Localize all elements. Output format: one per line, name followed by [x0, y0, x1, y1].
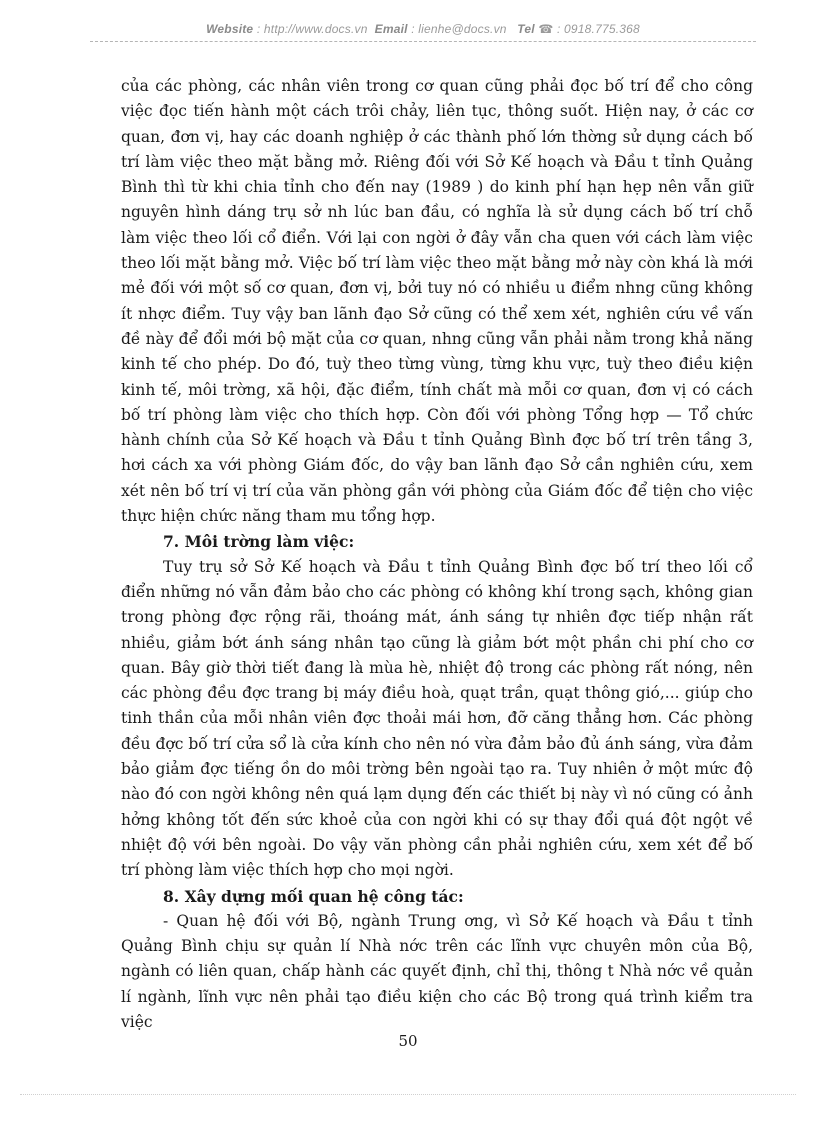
website-value: : http://www.docs.vn: [256, 22, 368, 36]
paragraph-office-layout: của các phòng, các nhân viên trong cơ quan cũng phải đọc bố trí để cho công việc đọc tiến hành một cách trôi chảy, liên tục, thông suốt. Hiện nay, ở các cơ quan, đơn vị, hay các doanh nghiệp ở các thành phố lớn thờng sử dụng cách bố trí làm việc theo mặt bằng mở. Riêng đối với Sở Kế hoạch và Đầu t tỉnh Quảng Bình thì từ khi chia tỉnh cho đến nay (1989 ) do kinh phí hạn hẹp nên vẫn giữ nguyên hình dáng trụ sở nh lúc ban đầu, có nghĩa là sử dụng cách bố trí chỗ làm việc theo lối cổ điển. Với lại con ngời ở đây vẫn cha quen với cách làm việc theo lối mặt bằng mở. Việc bố trí làm việc theo mặt bằng mở này còn khá là mới mẻ đối với một số cơ quan, đơn vị, bởi tuy nó có nhiều u điểm nhng cũng không ít nhợc điểm. Tuy vậy ban lãnh đạo Sở cũng có thể xem xét, nghiên cứu về vấn đề này để đổi mới bộ mặt của cơ quan, nhng cũng vẫn phải nằm trong khả năng kinh tế cho phép. Do đó, tuỳ theo từng vùng, từng khu vực, tuỳ theo điều kiện kinh tế, môi trờng, xã hội, đặc điểm, tính chất mà mỗi cơ quan, đơn vị có cách bố trí phòng làm việc cho thích hợp. Còn đối với phòng Tổng hợp — Tổ chức hành chính của Sở Kế hoạch và Đầu t tỉnh Quảng Bình đợc bố trí trên tầng 3, hơi cách xa với phòng Giám đốc, do vậy ban lãnh đạo Sở cần nghiên cứu, xem xét nên bố trí vị trí của văn phòng gần với phòng của Giám đốc để tiện cho việc thực hiện chức năng tham mu tổng hợp.: [121, 77, 753, 526]
paragraph-working-environment: Tuy trụ sở Sở Kế hoạch và Đầu t tỉnh Quảng Bình đợc bố trí theo lối cổ điển những nó vẫn đảm bảo cho các phòng có không khí trong sạch, không gian trong phòng đợc rộng rãi, thoáng mát, ánh sáng tự nhiên đợc tiếp nhận rất nhiều, giảm bớt ánh sáng nhân tạo cũng là giảm bớt một phần chi phí cho cơ quan. Bây giờ thời tiết đang là mùa hè, nhiệt độ trong các phòng rất nóng, nên các phòng đều đợc trang bị máy điều hoà, quạt trần, quạt thông gió,... giúp cho tinh thần của mỗi nhân viên đợc thoải mái hơn, đỡ căng thẳng hơn. Các phòng đều đợc bố trí cửa sổ là cửa kính cho nên nó vừa đảm bảo đủ ánh sáng, vừa đảm bảo giảm đợc tiếng ồn do môi trờng bên ngoài tạo ra. Tuy nhiên ở một mức độ nào đó con ngời không nên quá lạm dụng đến các thiết bị này vì nó cũng có ảnh hởng không tốt đến sức khoẻ của con ngời khi có sự thay đổi quá đột ngột về nhiệt độ với bên ngoài. Do vậy văn phòng cần phải nghiên cứu, xem xét để bố trí phòng làm việc thích hợp cho mọi ngời.: [121, 557, 753, 880]
tel-label: Tel: [517, 22, 535, 36]
page-number: 50: [398, 1032, 418, 1050]
tel-value: ☎ : 0918.775.368: [538, 22, 640, 36]
footer-divider: [20, 1094, 796, 1095]
email-value: : lienhe@docs.vn: [411, 22, 507, 36]
page-header: [90, 22, 756, 36]
heading-work-relations: 8. Xây dựng mối quan hệ công tác:: [163, 886, 464, 906]
document-body: [121, 74, 753, 1035]
header-divider: [90, 41, 756, 42]
paragraph-work-relations: - Quan hệ đối với Bộ, ngành Trung ơng, vì Sở Kế hoạch và Đầu t tỉnh Quảng Bình chịu sự quản lí Nhà nớc trên các lĩnh vực chuyên môn của Bộ, ngành có liên quan, chấp hành các quyết định, chỉ thị, thông t Nhà nớc về quản lí ngành, lĩnh vực nên phải tạo điều kiện cho các Bộ trong quá trình kiểm tra việc: [121, 911, 753, 1031]
email-label: Email: [374, 22, 408, 36]
heading-working-environment: 7. Môi trờng làm việc:: [163, 532, 355, 552]
website-label: Website: [206, 22, 254, 36]
